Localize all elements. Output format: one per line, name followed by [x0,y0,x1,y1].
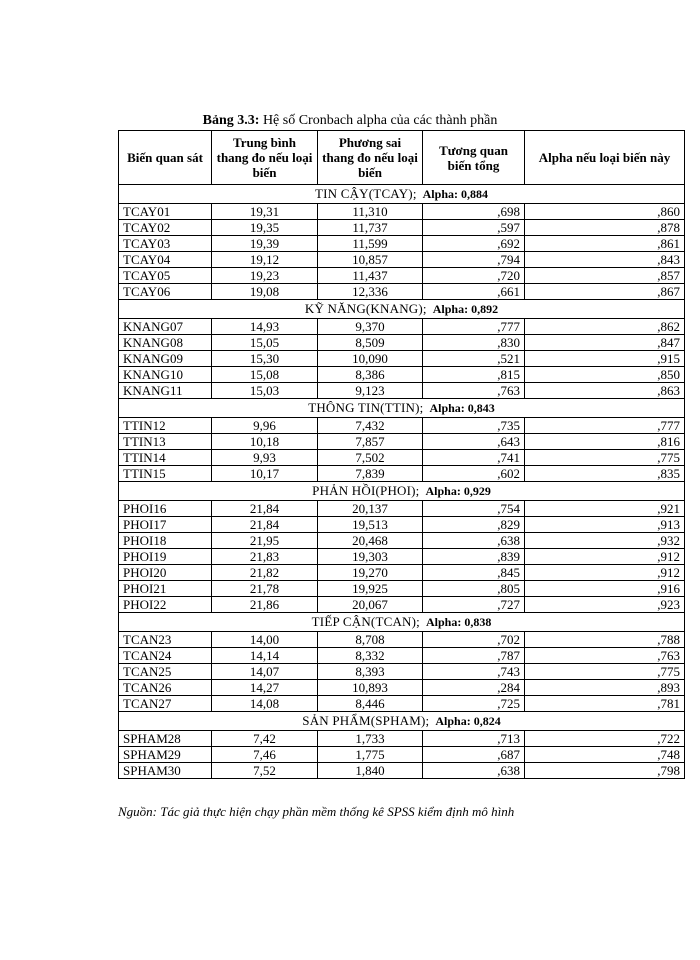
cronbach-alpha-table [118,130,685,779]
group-alpha: Alpha: 0,892 [432,302,499,316]
table-row [119,581,685,597]
cell-item-total-correlation: ,794 [423,252,525,268]
cell-alpha-if-deleted: ,863 [525,383,685,399]
cell-item-total-correlation: ,602 [423,466,525,482]
cell-item-total-correlation: ,754 [423,501,525,517]
group-name: TIẾP CẬN(TCAN); [311,614,420,629]
cell-scale-variance: 11,599 [318,236,423,252]
table-caption [0,112,700,130]
group-header-row [119,185,685,204]
group-header-row [119,300,685,319]
group-header-row [119,712,685,731]
cell-scale-variance: 20,137 [318,501,423,517]
cell-scale-mean: 15,08 [212,367,318,383]
table-row [119,434,685,450]
table-row [119,268,685,284]
table-row [119,648,685,664]
cell-scale-mean: 19,12 [212,252,318,268]
cell-scale-variance: 1,840 [318,763,423,779]
group-alpha: Alpha: 0,929 [425,484,491,498]
cell-variable: TCAY01 [119,204,212,220]
cell-item-total-correlation: ,521 [423,351,525,367]
cell-item-total-correlation: ,698 [423,204,525,220]
table-row [119,731,685,747]
cell-alpha-if-deleted: ,722 [525,731,685,747]
table-row [119,383,685,399]
cell-variable: PHOI20 [119,565,212,581]
cell-scale-variance: 8,386 [318,367,423,383]
cell-alpha-if-deleted: ,775 [525,664,685,680]
cell-alpha-if-deleted: ,912 [525,565,685,581]
cell-scale-variance: 11,310 [318,204,423,220]
group-header-cell [119,712,685,731]
cell-alpha-if-deleted: ,857 [525,268,685,284]
cell-scale-variance: 12,336 [318,284,423,300]
cell-alpha-if-deleted: ,932 [525,533,685,549]
cell-item-total-correlation: ,725 [423,696,525,712]
table-row [119,632,685,648]
cell-variable: SPHAM29 [119,747,212,763]
cell-scale-variance: 8,332 [318,648,423,664]
cell-alpha-if-deleted: ,777 [525,418,685,434]
cell-scale-variance: 10,893 [318,680,423,696]
group-alpha: Alpha: 0,824 [435,714,501,728]
cell-scale-variance: 7,839 [318,466,423,482]
header-row [119,131,685,185]
cell-alpha-if-deleted: ,763 [525,648,685,664]
cell-alpha-if-deleted: ,748 [525,747,685,763]
cell-scale-mean: 19,39 [212,236,318,252]
cell-item-total-correlation: ,805 [423,581,525,597]
cell-alpha-if-deleted: ,781 [525,696,685,712]
group-header-cell [119,300,685,319]
cell-alpha-if-deleted: ,798 [525,763,685,779]
cell-scale-mean: 9,96 [212,418,318,434]
table-row [119,747,685,763]
cell-scale-variance: 10,090 [318,351,423,367]
group-alpha: Alpha: 0,884 [422,187,488,201]
cell-scale-variance: 19,270 [318,565,423,581]
cell-item-total-correlation: ,830 [423,335,525,351]
cell-alpha-if-deleted: ,923 [525,597,685,613]
table-row [119,204,685,220]
cell-variable: TCAN27 [119,696,212,712]
table-row [119,517,685,533]
header-item-total-correlation: Tương quan biến tổng [423,131,525,185]
cell-scale-mean: 14,08 [212,696,318,712]
cell-variable: PHOI18 [119,533,212,549]
table-row [119,252,685,268]
group-alpha: Alpha: 0,843 [429,401,495,415]
group-header-row [119,613,685,632]
cell-scale-mean: 19,23 [212,268,318,284]
cell-alpha-if-deleted: ,847 [525,335,685,351]
group-header-cell [119,185,685,204]
cell-scale-mean: 14,27 [212,680,318,696]
cell-variable: KNANG11 [119,383,212,399]
table-row [119,533,685,549]
cell-item-total-correlation: ,839 [423,549,525,565]
cell-variable: SPHAM28 [119,731,212,747]
table-row [119,501,685,517]
cell-item-total-correlation: ,687 [423,747,525,763]
cell-item-total-correlation: ,815 [423,367,525,383]
cell-alpha-if-deleted: ,912 [525,549,685,565]
group-name: KỸ NĂNG(KNANG); [304,301,427,316]
table-row [119,549,685,565]
group-header-row [119,482,685,501]
cell-scale-mean: 14,07 [212,664,318,680]
cell-variable: KNANG09 [119,351,212,367]
cell-variable: PHOI16 [119,501,212,517]
header-alpha-if-deleted: Alpha nếu loại biến này [525,131,685,185]
cell-alpha-if-deleted: ,878 [525,220,685,236]
table-row [119,680,685,696]
table-row [119,450,685,466]
cell-variable: TCAY04 [119,252,212,268]
cell-scale-mean: 7,46 [212,747,318,763]
cell-scale-variance: 8,708 [318,632,423,648]
cell-variable: PHOI19 [119,549,212,565]
cell-alpha-if-deleted: ,861 [525,236,685,252]
table-row [119,696,685,712]
cell-item-total-correlation: ,638 [423,763,525,779]
table-row [119,319,685,335]
table-caption-text: Hệ số Cronbach alpha của các thành phần [262,113,498,128]
cell-item-total-correlation: ,661 [423,284,525,300]
cell-scale-mean: 21,82 [212,565,318,581]
cell-scale-mean: 15,05 [212,335,318,351]
group-header-row [119,399,685,418]
cell-scale-variance: 8,446 [318,696,423,712]
cell-variable: KNANG08 [119,335,212,351]
cell-variable: PHOI17 [119,517,212,533]
cell-scale-mean: 21,86 [212,597,318,613]
cell-scale-variance: 11,437 [318,268,423,284]
table-row [119,220,685,236]
cell-item-total-correlation: ,727 [423,597,525,613]
cell-variable: TCAN25 [119,664,212,680]
cell-scale-variance: 8,509 [318,335,423,351]
cell-scale-mean: 15,03 [212,383,318,399]
cell-scale-mean: 21,83 [212,549,318,565]
cell-alpha-if-deleted: ,893 [525,680,685,696]
cell-scale-variance: 10,857 [318,252,423,268]
cell-variable: TTIN14 [119,450,212,466]
header-variable: Biến quan sát [119,131,212,185]
group-name: SẢN PHẨM(SPHAM); [302,713,430,728]
cell-scale-mean: 7,52 [212,763,318,779]
cell-scale-mean: 10,17 [212,466,318,482]
table-row [119,418,685,434]
cell-item-total-correlation: ,743 [423,664,525,680]
cell-item-total-correlation: ,638 [423,533,525,549]
table-row [119,565,685,581]
cell-scale-mean: 10,18 [212,434,318,450]
cell-item-total-correlation: ,845 [423,565,525,581]
table-row [119,284,685,300]
cell-alpha-if-deleted: ,835 [525,466,685,482]
cell-alpha-if-deleted: ,913 [525,517,685,533]
group-name: PHẢN HỒI(PHOI); [312,483,420,498]
header-scale-variance: Phương sai thang đo nếu loại biến [318,131,423,185]
table-row [119,597,685,613]
group-header-cell [119,613,685,632]
cell-alpha-if-deleted: ,843 [525,252,685,268]
cell-variable: PHOI22 [119,597,212,613]
table-row [119,367,685,383]
cell-item-total-correlation: ,702 [423,632,525,648]
cell-variable: TCAY03 [119,236,212,252]
cell-item-total-correlation: ,735 [423,418,525,434]
cell-alpha-if-deleted: ,788 [525,632,685,648]
cell-variable: TCAY02 [119,220,212,236]
source-note: Nguồn: Tác giả thực hiện chạy phần mềm thống kê SPSS kiểm định mô hình [118,804,515,819]
cell-item-total-correlation: ,741 [423,450,525,466]
cell-scale-mean: 15,30 [212,351,318,367]
cell-scale-variance: 1,733 [318,731,423,747]
cell-variable: TCAN23 [119,632,212,648]
cell-scale-mean: 14,93 [212,319,318,335]
cell-alpha-if-deleted: ,850 [525,367,685,383]
cell-variable: TCAY05 [119,268,212,284]
group-header-cell [119,399,685,418]
cell-scale-variance: 7,502 [318,450,423,466]
group-header-cell [119,482,685,501]
cell-scale-variance: 20,067 [318,597,423,613]
cell-alpha-if-deleted: ,860 [525,204,685,220]
cell-scale-mean: 21,84 [212,501,318,517]
cell-scale-mean: 21,95 [212,533,318,549]
cell-item-total-correlation: ,787 [423,648,525,664]
cell-scale-variance: 8,393 [318,664,423,680]
group-alpha: Alpha: 0,838 [425,615,492,629]
group-name: THÔNG TIN(TTIN); [308,400,424,415]
cell-scale-variance: 1,775 [318,747,423,763]
cell-alpha-if-deleted: ,916 [525,581,685,597]
table-row [119,351,685,367]
cell-scale-variance: 19,513 [318,517,423,533]
table-row [119,466,685,482]
cell-variable: TCAY06 [119,284,212,300]
cell-scale-mean: 21,78 [212,581,318,597]
cell-alpha-if-deleted: ,862 [525,319,685,335]
cell-scale-variance: 7,857 [318,434,423,450]
cell-variable: SPHAM30 [119,763,212,779]
cell-variable: KNANG07 [119,319,212,335]
table-row [119,763,685,779]
cell-item-total-correlation: ,720 [423,268,525,284]
cell-item-total-correlation: ,763 [423,383,525,399]
cell-scale-mean: 14,14 [212,648,318,664]
cell-alpha-if-deleted: ,867 [525,284,685,300]
cell-variable: KNANG10 [119,367,212,383]
cell-scale-variance: 19,925 [318,581,423,597]
header-scale-mean: Trung bình thang đo nếu loại biến [212,131,318,185]
cell-scale-variance: 9,123 [318,383,423,399]
cell-item-total-correlation: ,597 [423,220,525,236]
table-header [119,131,685,185]
cell-alpha-if-deleted: ,816 [525,434,685,450]
cell-scale-mean: 19,35 [212,220,318,236]
cell-item-total-correlation: ,829 [423,517,525,533]
cell-variable: PHOI21 [119,581,212,597]
cell-scale-mean: 19,08 [212,284,318,300]
table-row [119,335,685,351]
cell-item-total-correlation: ,692 [423,236,525,252]
cell-item-total-correlation: ,643 [423,434,525,450]
cell-variable: TTIN15 [119,466,212,482]
cell-scale-variance: 11,737 [318,220,423,236]
table-caption-label: Bảng 3.3: [202,113,260,128]
cell-scale-variance: 9,370 [318,319,423,335]
cell-scale-mean: 9,93 [212,450,318,466]
table-row [119,236,685,252]
cell-scale-variance: 7,432 [318,418,423,434]
cell-scale-mean: 21,84 [212,517,318,533]
cell-scale-mean: 14,00 [212,632,318,648]
cell-alpha-if-deleted: ,775 [525,450,685,466]
cell-variable: TTIN13 [119,434,212,450]
cell-scale-variance: 19,303 [318,549,423,565]
cell-alpha-if-deleted: ,921 [525,501,685,517]
cell-item-total-correlation: ,777 [423,319,525,335]
cell-item-total-correlation: ,284 [423,680,525,696]
cell-variable: TCAN24 [119,648,212,664]
table-row [119,664,685,680]
cell-item-total-correlation: ,713 [423,731,525,747]
cell-variable: TCAN26 [119,680,212,696]
table-body [119,185,685,779]
cell-variable: TTIN12 [119,418,212,434]
cell-scale-mean: 19,31 [212,204,318,220]
cell-alpha-if-deleted: ,915 [525,351,685,367]
cell-scale-mean: 7,42 [212,731,318,747]
group-name: TIN CẬY(TCAY); [315,186,417,201]
cell-scale-variance: 20,468 [318,533,423,549]
